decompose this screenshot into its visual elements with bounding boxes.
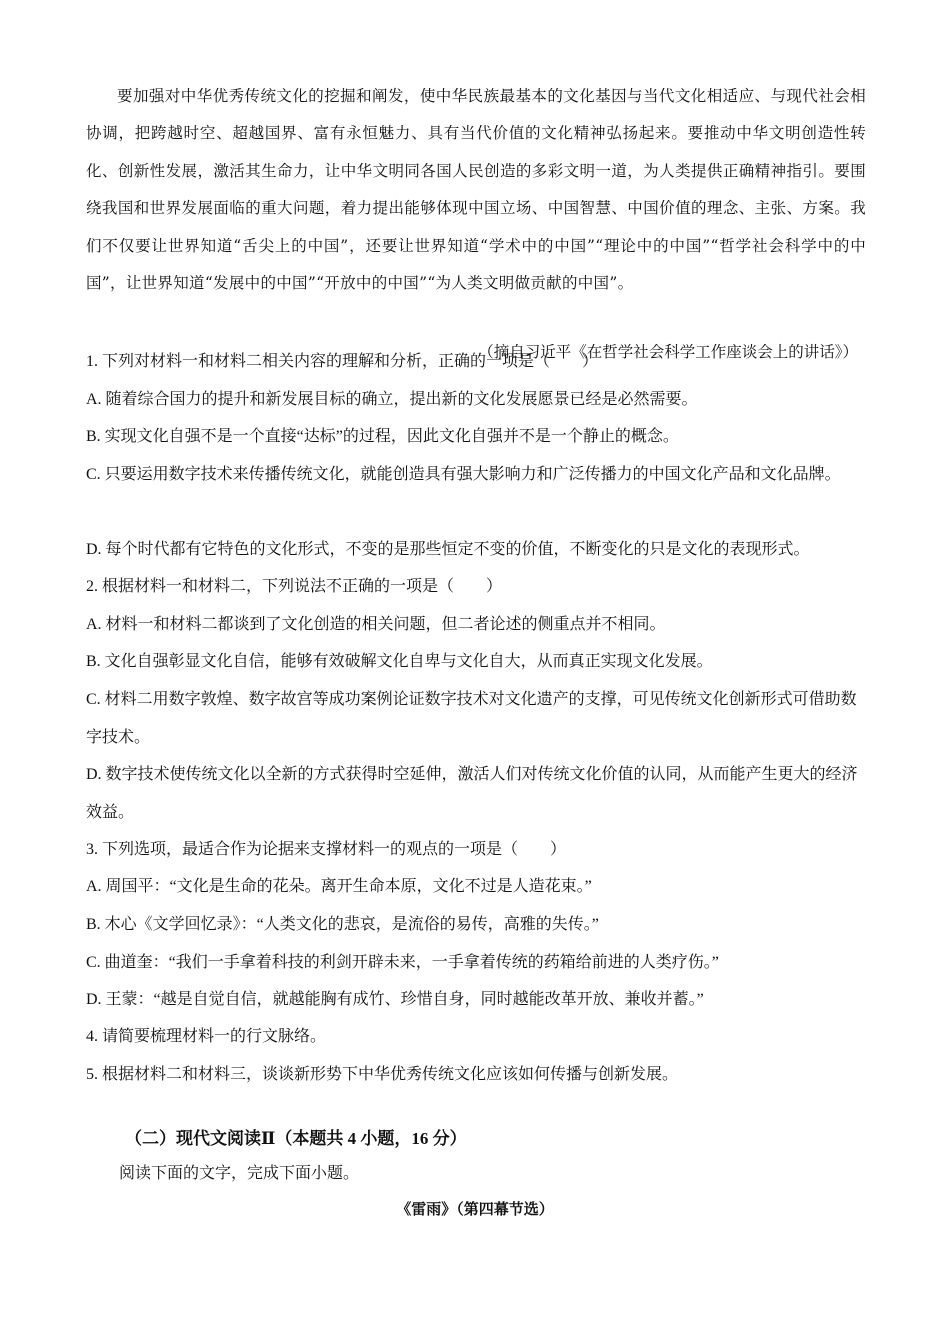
question-1-option-c: C. 只要运用数字技术来传播传统文化，就能创造具有强大影响力和广泛传播力的中国文化产品和文化品牌。 [86,466,841,483]
question-3-option-c: C. 曲道奎：“我们一手拿着科技的利剑开辟未来，一手拿着传统的药箱给前进的人类疗伤。” [86,954,719,971]
question-3-option-b: B. 木心《文学回忆录》：“人类文化的悲哀，是流俗的易传，高雅的失传。” [86,916,599,933]
play-title: 《雷雨》（第四幕节选） [396,1200,554,1218]
question-4: 4. 请简要梳理材料一的行文脉络。 [86,1028,327,1045]
question-3-option-d: D. 王蒙：“越是自觉自信，就越能胸有成竹、珍惜自身，同时越能改革开放、兼收并蓄。” [86,991,704,1008]
passage-source: （摘自习近平《在哲学社会科学工作座谈会上的讲话》） [478,343,858,361]
question-1-option-b: B. 实现文化自强不是一个直接“达标”的过程，因此文化自强并不是一个静止的概念。 [86,428,679,445]
question-1-stem: 1. 下列对材料一和材料二相关内容的理解和分析，正确的一项是（ ） [86,353,599,370]
question-2-option-b: B. 文化自强彰显文化自信，能够有效破解文化自卑与文化自大，从而真正实现文化发展。 [86,653,713,670]
question-3-option-a: A. 周国平：“文化是生命的花朵。离开生命本原，文化不过是人造花束。” [86,878,592,895]
question-1-option-d: D. 每个时代都有它特色的文化形式，不变的是那些恒定不变的价值，不断变化的只是文化的表现形式。 [86,541,810,558]
question-5: 5. 根据材料二和材料三，谈谈新形势下中华优秀传统文化应该如何传播与创新发展。 [86,1066,679,1083]
question-2-option-d: D. 数字技术使传统文化以全新的方式获得时空延伸，激活人们对传统文化价值的认同，从而能产生更大的经济效益。 [86,766,858,821]
section-heading: （二）现代文阅读Ⅱ（本题共 4 小题，16 分） [125,1129,467,1148]
question-2-option-c: C. 材料二用数字敦煌、数字故宫等成功案例论证数字技术对文化遗产的支撑，可见传统文化创新形式可借助数字技术。 [86,691,857,746]
section-instruction: 阅读下面的文字，完成下面小题。 [119,1165,360,1182]
question-2-stem: 2. 根据材料一和材料二，下列说法不正确的一项是（ ） [86,578,503,595]
question-1-option-a: A. 随着综合国力的提升和新发展目标的确立，提出新的文化发展愿景已经是必然需要。 [86,391,698,408]
question-2-option-a: A. 材料一和材料二都谈到了文化创造的相关问题，但二者论述的侧重点并不相同。 [86,616,666,633]
question-3-stem: 3. 下列选项，最适合作为论据来支撑材料一的观点的一项是（ ） [86,841,567,858]
passage-paragraph: 要加强对中华优秀传统文化的挖掘和阐发，使中华民族最基本的文化基因与当代文化相适应、与现代社会相协调，把跨越时空、超越国界、富有永恒魅力、具有当代价值的文化精神弘扬起来。要推动中华文明创造性转化、创新性发展，激活其生命力，让中华文明同各国人民创造的多彩文明一道，为人类提供正确精神指引。要围绕我国和世界发展面临的重大问题，着力提出能够体现中国立场、中国智慧、中国价值的理念、主张、方案。我们不仅要让世界知道“舌尖上的中国”，还要让世界知道“学术中的中国”“理论中的中国”“哲学社会科学中的中国”，让世界知道“发展中的中国”“开放中的中国”“为人类文明做贡献的中国”。 [86,87,866,293]
